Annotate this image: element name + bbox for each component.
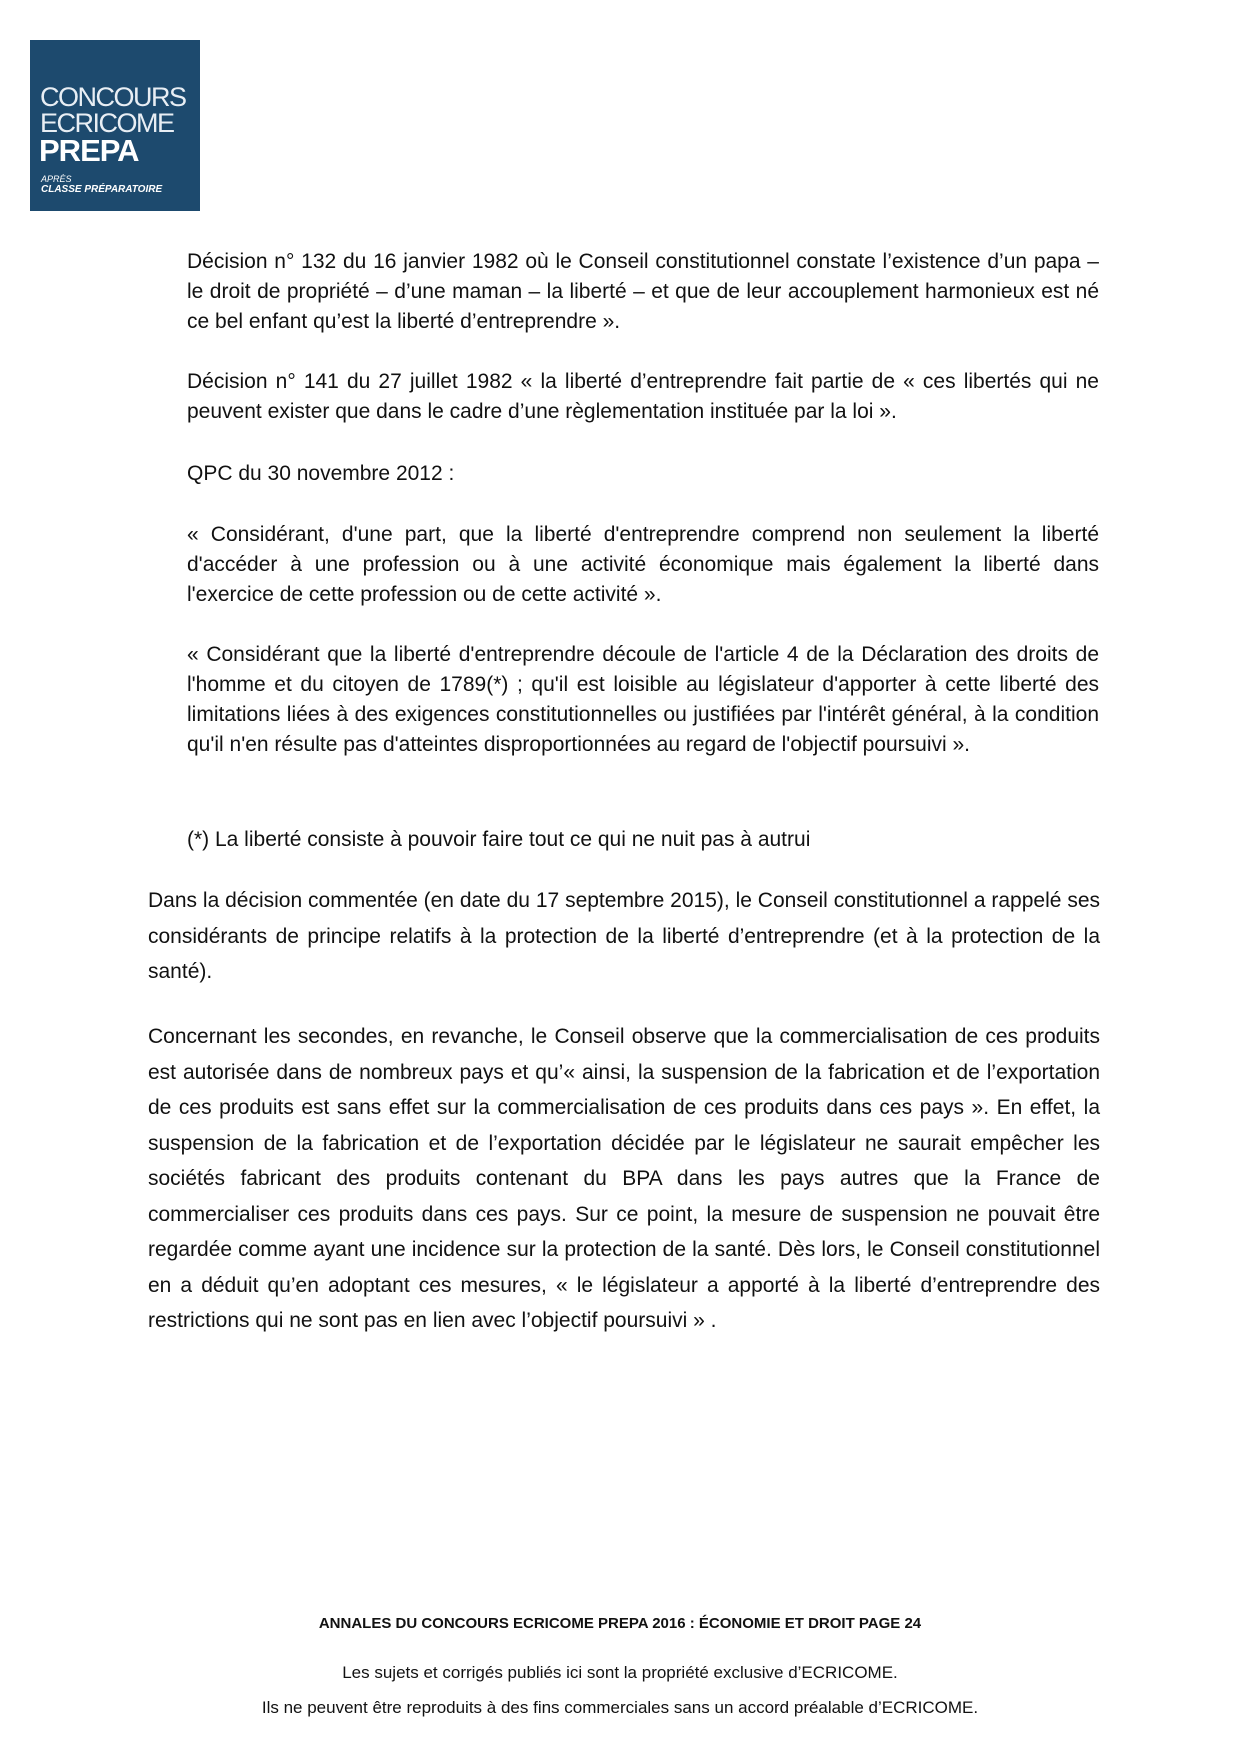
paragraph-decision-132: Décision n° 132 du 16 janvier 1982 où le Conseil constitutionnel constate l’existence d’un papa – le droit de propriété – d’une maman – la liberté – et que de leur accouplement harmonieux est né ce bel enfant qu’est la liberté d’entreprendre ». [187, 250, 1099, 333]
paragraph-concernant: Concernant les secondes, en revanche, le Conseil observe que la commercialisation de ces produits est autorisée dans de nombreux pays et qu’« ainsi, la suspension de la fabrication et de l’exportation de ces produits est sans effet sur la commercialisation de ces produits dans ces pays ». En effet, la suspension de la fabrication et de l’exportation décidée par le législateur ne saurait empêcher les sociétés fabricant des produits contenant du BPA dans les pays autres que la France de commercialiser ces produits dans ces pays. Sur ce point, la mesure de suspension ne pouvait être regardée comme ayant une incidence sur la protection de la santé. Dès lors, le Conseil constitutionnel en a déduit qu’en adoptant ces mesures, « le législateur a apporté à la liberté d’entreprendre des restrictions qui ne sont pas en lien avec l’objectif poursuivi » . [148, 1025, 1100, 1332]
logo-line-prepa: PREPA [39, 133, 139, 168]
paragraph-decision-141: Décision n° 141 du 27 juillet 1982 « la liberté d’entreprendre fait partie de « ces libertés qui ne peuvent exister que dans le cadre d’une règlementation instituée par la loi ». [187, 370, 1099, 423]
footer-title: ANNALES DU CONCOURS ECRICOME PREPA 2016 : ÉCONOMIE ET DROIT PAGE 24 [318, 1615, 922, 1632]
footer-copyright-line-2: Ils ne peuvent être reproduits à des fins commerciales sans un accord préalable d’ECRICOME. [261, 1698, 979, 1717]
logo-line-classe-preparatoire: CLASSE PRÉPARATOIRE [41, 184, 163, 195]
footer-copyright-line-1: Les sujets et corrigés publiés ici sont la propriété exclusive d’ECRICOME. [342, 1663, 898, 1682]
ecricome-logo [30, 40, 200, 211]
paragraph-qpc-heading: QPC du 30 novembre 2012 : [187, 462, 455, 485]
paragraph-quote-2: « Considérant que la liberté d'entreprendre découle de l'article 4 de la Déclaration des droits de l'homme et du citoyen de 1789(*) ; qu'il est loisible au législateur d'apporter à cette liberté des limitations liées à des exigences constitutionnelles ou justifiées par l'intérêt général, à la condition qu'il n'en résulte pas d'atteintes disproportionnées au regard de l'objectif poursuivi ». [187, 643, 1099, 756]
paragraph-footnote: (*) La liberté consiste à pouvoir faire tout ce qui ne nuit pas à autrui [187, 828, 811, 851]
paragraph-quote-1: « Considérant, d'une part, que la liberté d'entreprendre comprend non seulement la liberté d'accéder à une profession ou à une activité économique mais également la liberté dans l'exercice de cette profession ou de cette activité ». [187, 523, 1099, 606]
logo-line-ecricome: ECRICOME [40, 108, 174, 138]
logo-line-apres: APRÈS [41, 174, 72, 184]
paragraph-decision-commentee: Dans la décision commentée (en date du 17 septembre 2015), le Conseil constitutionnel a rappelé ses considérants de principe relatifs à la protection de la liberté d’entreprendre (et à la protection de la santé). [148, 889, 1100, 983]
logo-line-concours: CONCOURS [40, 82, 186, 112]
